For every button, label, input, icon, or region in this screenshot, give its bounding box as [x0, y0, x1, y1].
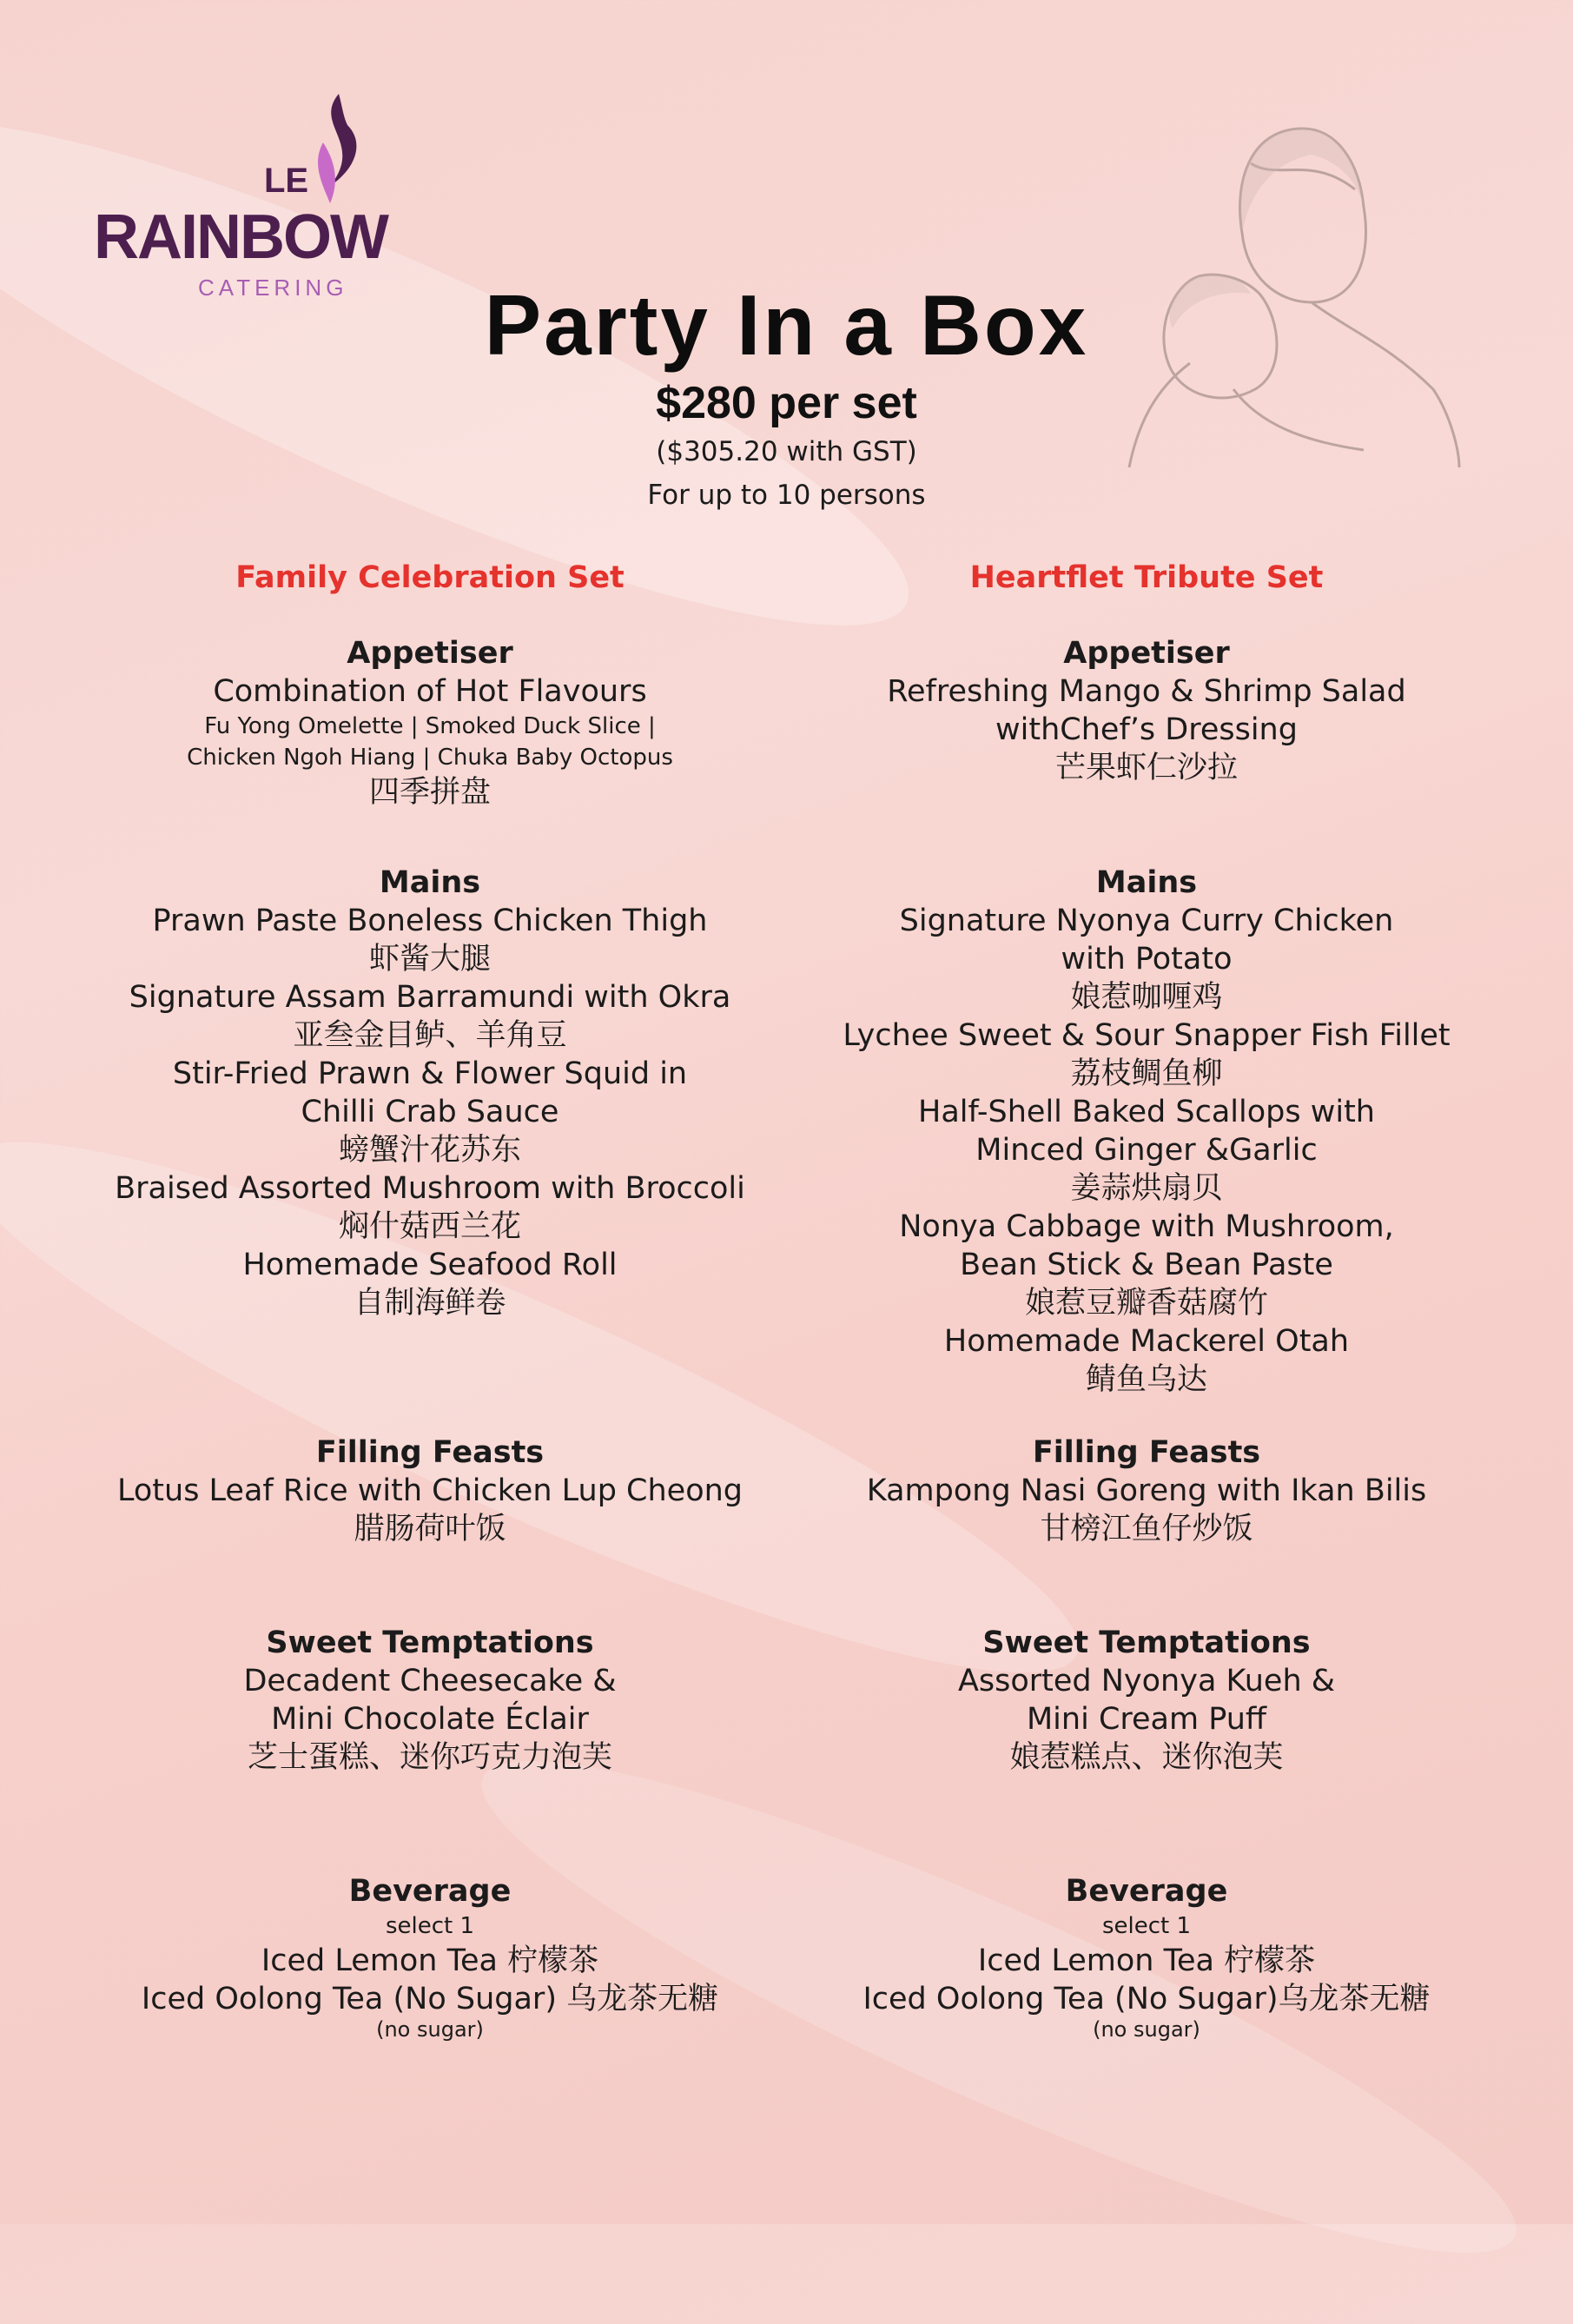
filling-feasts-section [56, 1433, 803, 1548]
section-heading: Filling Feasts [1032, 1435, 1261, 1470]
dish-name: Combination of Hot Flavours [213, 674, 647, 709]
menu-line: Signature Assam Barramundi with Okra [129, 980, 731, 1015]
section-heading: Beverage [1065, 1874, 1228, 1909]
brand-name: RAINBOW [94, 202, 387, 272]
serving-size: For up to 10 persons [647, 480, 926, 511]
menu-line: Signature Nyonya Curry Chicken [899, 904, 1394, 938]
menu-line: Nonya Cabbage with Mushroom, [899, 1209, 1394, 1244]
appetiser-section [773, 634, 1520, 787]
set-title: Family Celebration Set [235, 560, 625, 595]
menu-line: Iced Oolong Tea (No Sugar)乌龙茶无糖 [863, 1982, 1431, 2016]
section-heading: Appetiser [1063, 636, 1230, 671]
menu-line: Assorted Nyonya Kueh & [957, 1664, 1336, 1698]
menu-line: Decadent Cheesecake & [243, 1664, 617, 1698]
menu-line: Homemade Mackerel Otah [943, 1324, 1350, 1359]
section-heading: Mains [1095, 865, 1198, 900]
section-heading: Appetiser [347, 636, 513, 671]
menu-line: Kampong Nasi Goreng with Ikan Bilis [866, 1473, 1427, 1508]
menu-line: Half-Shell Baked Scallops with [918, 1095, 1375, 1129]
section-heading: Beverage [348, 1874, 512, 1909]
mains-section [773, 864, 1520, 1399]
menu-line: 虾酱大腿 [368, 942, 491, 977]
menu-line: Lotus Leaf Rice with Chicken Lup Cheong [116, 1473, 744, 1508]
section-heading: Sweet Temptations [982, 1625, 1311, 1660]
menu-line: Iced Lemon Tea 柠檬茶 [261, 1943, 599, 1978]
menu-line: 亚叁金目鲈、羊角豆 [293, 1018, 567, 1053]
brand-subtitle: CATERING [198, 275, 348, 301]
family-celebration-set [56, 556, 803, 2042]
brand-logo [94, 90, 387, 308]
menu-line: 芝士蛋糕、迷你巧克力泡芙 [247, 1740, 612, 1775]
menu-line: 腊肠荷叶饭 [354, 1512, 506, 1546]
page-title: Party In a Box [484, 277, 1089, 373]
menu-line: Chilli Crab Sauce [301, 1095, 559, 1129]
dish-detail: Fu Yong Omelette | Smoked Duck Slice | [204, 713, 656, 739]
menu-line: 甘榜江鱼仔炒饭 [1040, 1512, 1253, 1546]
dish-detail: Chicken Ngoh Hiang | Chuka Baby Octopus [187, 745, 673, 771]
menu-line: 自制海鲜卷 [354, 1286, 506, 1321]
dish-name-cn: 四季拼盘 [368, 775, 491, 810]
appetiser-section [56, 634, 803, 811]
menu-line: 娘惹咖喱鸡 [1070, 980, 1223, 1015]
menu-line: Mini Cream Puff [1026, 1702, 1266, 1737]
sugar-note: (no sugar) [376, 2017, 484, 2042]
sweet-temptations-section [56, 1624, 803, 1777]
section-heading: Mains [379, 865, 481, 900]
menu-line: Braised Assorted Mushroom with Broccoli [115, 1171, 745, 1206]
menu-line: Bean Stick & Bean Paste [960, 1248, 1333, 1282]
menu-line: 娘惹糕点、迷你泡芙 [1009, 1740, 1284, 1775]
menu-line: 姜蒜烘扇贝 [1070, 1171, 1223, 1206]
brand-prefix: LE [264, 162, 309, 200]
menu-line: Prawn Paste Boneless Chicken Thigh [152, 904, 708, 938]
menu-line: 荔枝鲷鱼柳 [1070, 1056, 1223, 1091]
sweet-temptations-section [773, 1624, 1520, 1777]
menu-line: 芒果虾仁沙拉 [1054, 751, 1238, 785]
menu-line: Iced Oolong Tea (No Sugar) 乌龙茶无糖 [141, 1982, 719, 2016]
flame-icon [304, 90, 373, 212]
menu-line: withChef’s Dressing [995, 712, 1298, 747]
beverage-section [773, 1872, 1520, 2041]
menu-line: 鲭鱼乌达 [1085, 1362, 1207, 1397]
price-with-gst: ($305.20 with GST) [656, 436, 917, 467]
menu-line: Minced Ginger &Garlic [975, 1133, 1318, 1168]
menu-line: Stir-Fried Prawn & Flower Squid in [172, 1056, 688, 1091]
menu-line: Lychee Sweet & Sour Snapper Fish Fillet [843, 1018, 1451, 1053]
menu-line: 娘惹豆瓣香菇腐竹 [1024, 1286, 1268, 1321]
menu-line: Refreshing Mango & Shrimp Salad [887, 674, 1406, 709]
set-title: Heartflet Tribute Set [969, 560, 1324, 595]
menu-line: 螃蟹汁花苏东 [338, 1133, 521, 1168]
filling-feasts-section [773, 1433, 1520, 1548]
menu-line: Mini Chocolate Éclair [271, 1702, 589, 1737]
price: $280 per set [656, 378, 917, 428]
mains-section [56, 864, 803, 1322]
select-note: select 1 [385, 1913, 475, 1939]
menu-line: Homemade Seafood Roll [242, 1248, 618, 1282]
menu-line: Iced Lemon Tea 柠檬茶 [977, 1943, 1316, 1978]
menu-line: 焖什菇西兰花 [338, 1209, 521, 1244]
section-heading: Filling Feasts [315, 1435, 545, 1470]
sugar-note: (no sugar) [1093, 2017, 1200, 2042]
select-note: select 1 [1101, 1913, 1192, 1939]
section-heading: Sweet Temptations [266, 1625, 594, 1660]
heartfelt-tribute-set [773, 556, 1520, 2042]
beverage-section [56, 1872, 803, 2041]
menu-line: with Potato [1061, 942, 1233, 977]
